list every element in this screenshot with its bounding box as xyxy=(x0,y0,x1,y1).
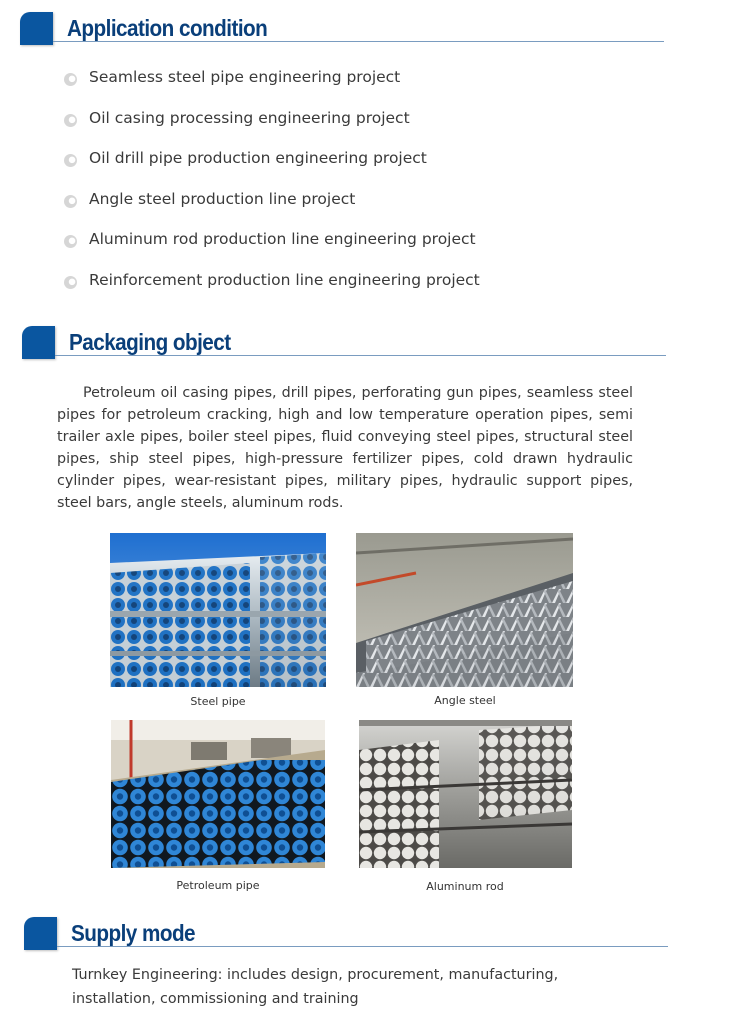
list-item-label: Oil casing processing engineering project xyxy=(89,108,410,127)
section-marker xyxy=(24,917,57,950)
section-title-supply: Supply mode xyxy=(71,920,196,946)
petroleum-pipe-photo xyxy=(111,720,325,868)
bullet-icon xyxy=(64,154,77,167)
section-marker xyxy=(22,326,55,359)
list-item xyxy=(64,68,480,109)
section-marker xyxy=(20,12,53,45)
steel-pipe-photo xyxy=(110,533,326,687)
section-divider xyxy=(53,41,664,42)
packaging-description: Petroleum oil casing pipes, drill pipes, perforating gun pipes, seamless steel pipes for petroleum cracking, high and low temperature operation pipes, semi trailer axle pipes, boiler steel pipes, fluid conveying steel pipes, structural steel pipes, ship steel pipes, high-pressure fertilizer pipes, cold drawn hydraulic cylinder pipes, wear-resistant pipes, military pipes, hydraulic support pipes, steel bars, angle steels, aluminum rods. xyxy=(57,385,633,511)
list-item-label: Oil drill pipe production engineering project xyxy=(89,149,427,167)
list-item xyxy=(64,149,480,190)
list-item xyxy=(64,109,480,150)
bullet-icon xyxy=(64,73,77,86)
caption-angle-steel: Angle steel xyxy=(434,694,496,707)
section-title-application: Application condition xyxy=(67,15,268,41)
supply-description: Turnkey Engineering: includes design, procurement, manufacturing, installation, commissioning and training xyxy=(72,967,559,1007)
list-item-label: Aluminum rod production line engineering project xyxy=(89,230,476,248)
list-item xyxy=(64,271,480,312)
section-divider xyxy=(57,946,668,947)
list-item-label: Reinforcement production line engineering project xyxy=(89,270,480,289)
section-header-application xyxy=(20,12,664,50)
bullet-icon xyxy=(64,114,77,127)
caption-aluminum-rod: Aluminum rod xyxy=(426,880,504,893)
aluminum-rod-photo xyxy=(359,720,572,868)
section-title-packaging: Packaging object xyxy=(69,329,231,355)
list-item xyxy=(64,230,480,271)
caption-steel-pipe: Steel pipe xyxy=(190,695,246,708)
section-header-packaging xyxy=(22,326,666,364)
list-item-label: Angle steel production line project xyxy=(89,189,356,208)
bullet-icon xyxy=(64,235,77,248)
angle-steel-photo xyxy=(356,533,573,687)
list-item-label: Seamless steel pipe engineering project xyxy=(89,68,401,86)
caption-petroleum-pipe: Petroleum pipe xyxy=(176,879,260,892)
section-divider xyxy=(55,355,666,356)
application-list xyxy=(64,68,480,311)
section-header-supply xyxy=(24,917,668,955)
bullet-icon xyxy=(64,276,77,289)
bullet-icon xyxy=(64,195,77,208)
list-item xyxy=(64,190,480,231)
